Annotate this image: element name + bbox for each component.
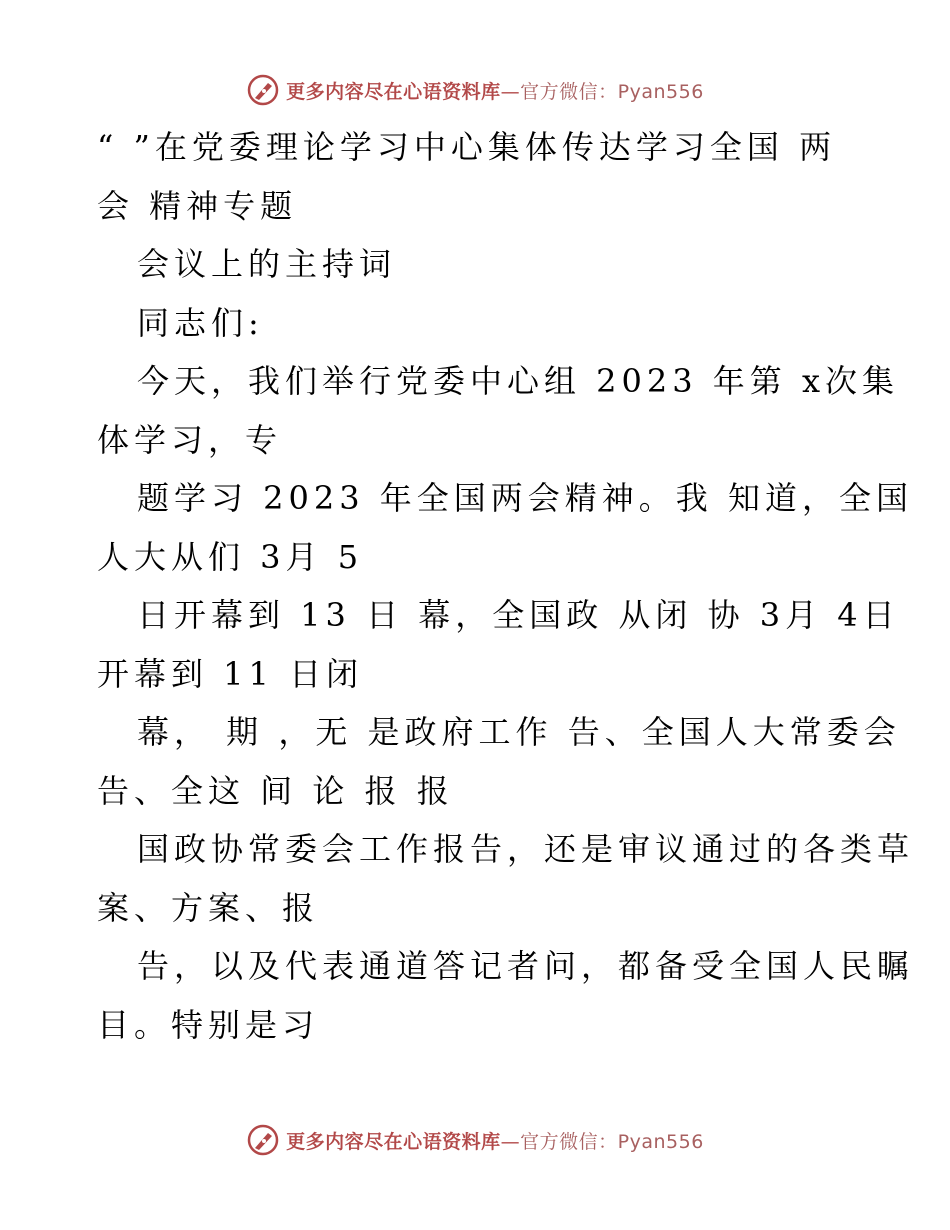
watermark-separator: — xyxy=(500,80,521,103)
paragraph-line: 目。特别是习 xyxy=(97,1005,320,1044)
title-line-2: 会 精神专题 xyxy=(97,186,298,225)
paragraph-line: 国政协常委会工作报告，还是审议通过的各类草 xyxy=(137,830,915,868)
watermark-text xyxy=(286,77,704,104)
watermark-side-text: 官方微信：Pyan556 xyxy=(520,80,704,103)
salutation: 同志们: xyxy=(137,303,264,342)
watermark-main-text: 更多内容尽在心语资料库 xyxy=(286,80,501,103)
paragraph-line: 日开幕到 13 日 幕，全国政 从闭 协 3月 4日 xyxy=(137,596,900,634)
pen-nib-circle-icon xyxy=(246,73,280,107)
document-body xyxy=(97,118,915,1054)
watermark-side-text: 官方微信：Pyan556 xyxy=(520,1130,704,1153)
paragraph-line: 开幕到 11 日闭 xyxy=(97,654,364,693)
paragraph-line: 案、方案、报 xyxy=(97,888,320,927)
paragraph-line: 告、全这 间 论 报 报 xyxy=(97,771,454,810)
header-watermark xyxy=(0,70,950,110)
watermark-text xyxy=(286,1127,704,1154)
paragraph-line: 幕， 期 ，无 是政府工作 告、全国人大常委会 xyxy=(137,713,901,751)
watermark-separator: — xyxy=(500,1130,521,1153)
pen-nib-circle-icon xyxy=(246,1123,280,1157)
title-line-1: “ ”在党委理论学习中心集体传达学习全国 两 xyxy=(97,128,837,166)
paragraph-line: 告，以及代表通道答记者问，都备受全国人民瞩 xyxy=(137,947,915,985)
paragraph-line: 题学习 2023 年全国两会精神。我 知道，全国 xyxy=(137,479,913,517)
title-line-3: 会议上的主持词 xyxy=(137,245,397,283)
paragraph-line: 体学习，专 xyxy=(97,420,283,459)
watermark-main-text: 更多内容尽在心语资料库 xyxy=(286,1130,501,1153)
footer-watermark xyxy=(0,1120,950,1160)
paragraph-line: 人大从们 3月 5 xyxy=(97,537,364,576)
paragraph-line: 今天，我们举行党委中心组 2023 年第 x次集 xyxy=(137,362,900,400)
